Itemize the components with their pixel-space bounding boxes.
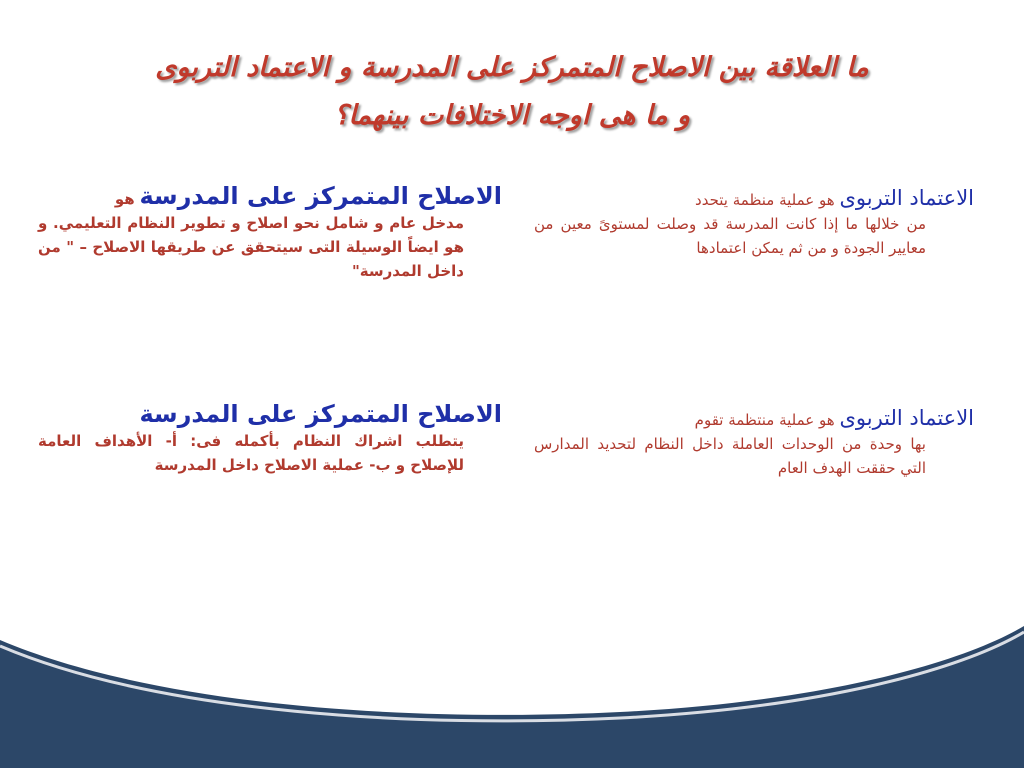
reform-term: الاصلاح المتمركز على المدرسة [139,182,502,210]
footer-wave-highlight [0,632,1024,721]
accreditation-term: الاعتماد التربوى [839,186,974,210]
reform-term: الاصلاح المتمركز على المدرسة [139,400,502,428]
accreditation-lead: هو عملية منتظمة تقوم [694,411,835,429]
accreditation-term: الاعتماد التربوى [839,406,974,430]
accreditation-lead: هو عملية منظمة يتحدد [695,191,835,209]
accreditation-definition-1 [534,186,974,260]
accreditation-definition-2 [534,406,974,480]
reform-body: مدخل عام و شامل نحو اصلاح و تطوير النظام التعليمي. و هو ايضاً الوسيلة التى سيتحقق عن طريقها الاصلاح – " من داخل المدرسة" [38,214,464,280]
accreditation-body: من خلالها ما إذا كانت المدرسة قد وصلت لمستوىً معين من معايير الجودة و من ثم يمكن اعتمادها [534,215,926,257]
reform-body: يتطلب اشراك النظام بأكمله فى: أ- الأهداف العامة للإصلاح و ب- عملية الاصلاح داخل المدرسة [38,432,464,474]
accreditation-body: بها وحدة من الوحدات العاملة داخل النظام لتحديد المدارس التي حققت الهدف العام [534,435,926,477]
reform-lead: هو [114,190,135,208]
reform-definition-1 [38,184,502,283]
reform-definition-2 [38,402,502,477]
slide-title [60,44,964,140]
slide-title-line-2: و ما هى اوجه الاختلافات بينهما؟ [334,100,690,131]
slide-title-line-1: ما العلاقة بين الاصلاح المتمركز على المدرسة و الاعتماد التربوى [155,52,869,83]
footer-wave-shape [0,626,1024,768]
